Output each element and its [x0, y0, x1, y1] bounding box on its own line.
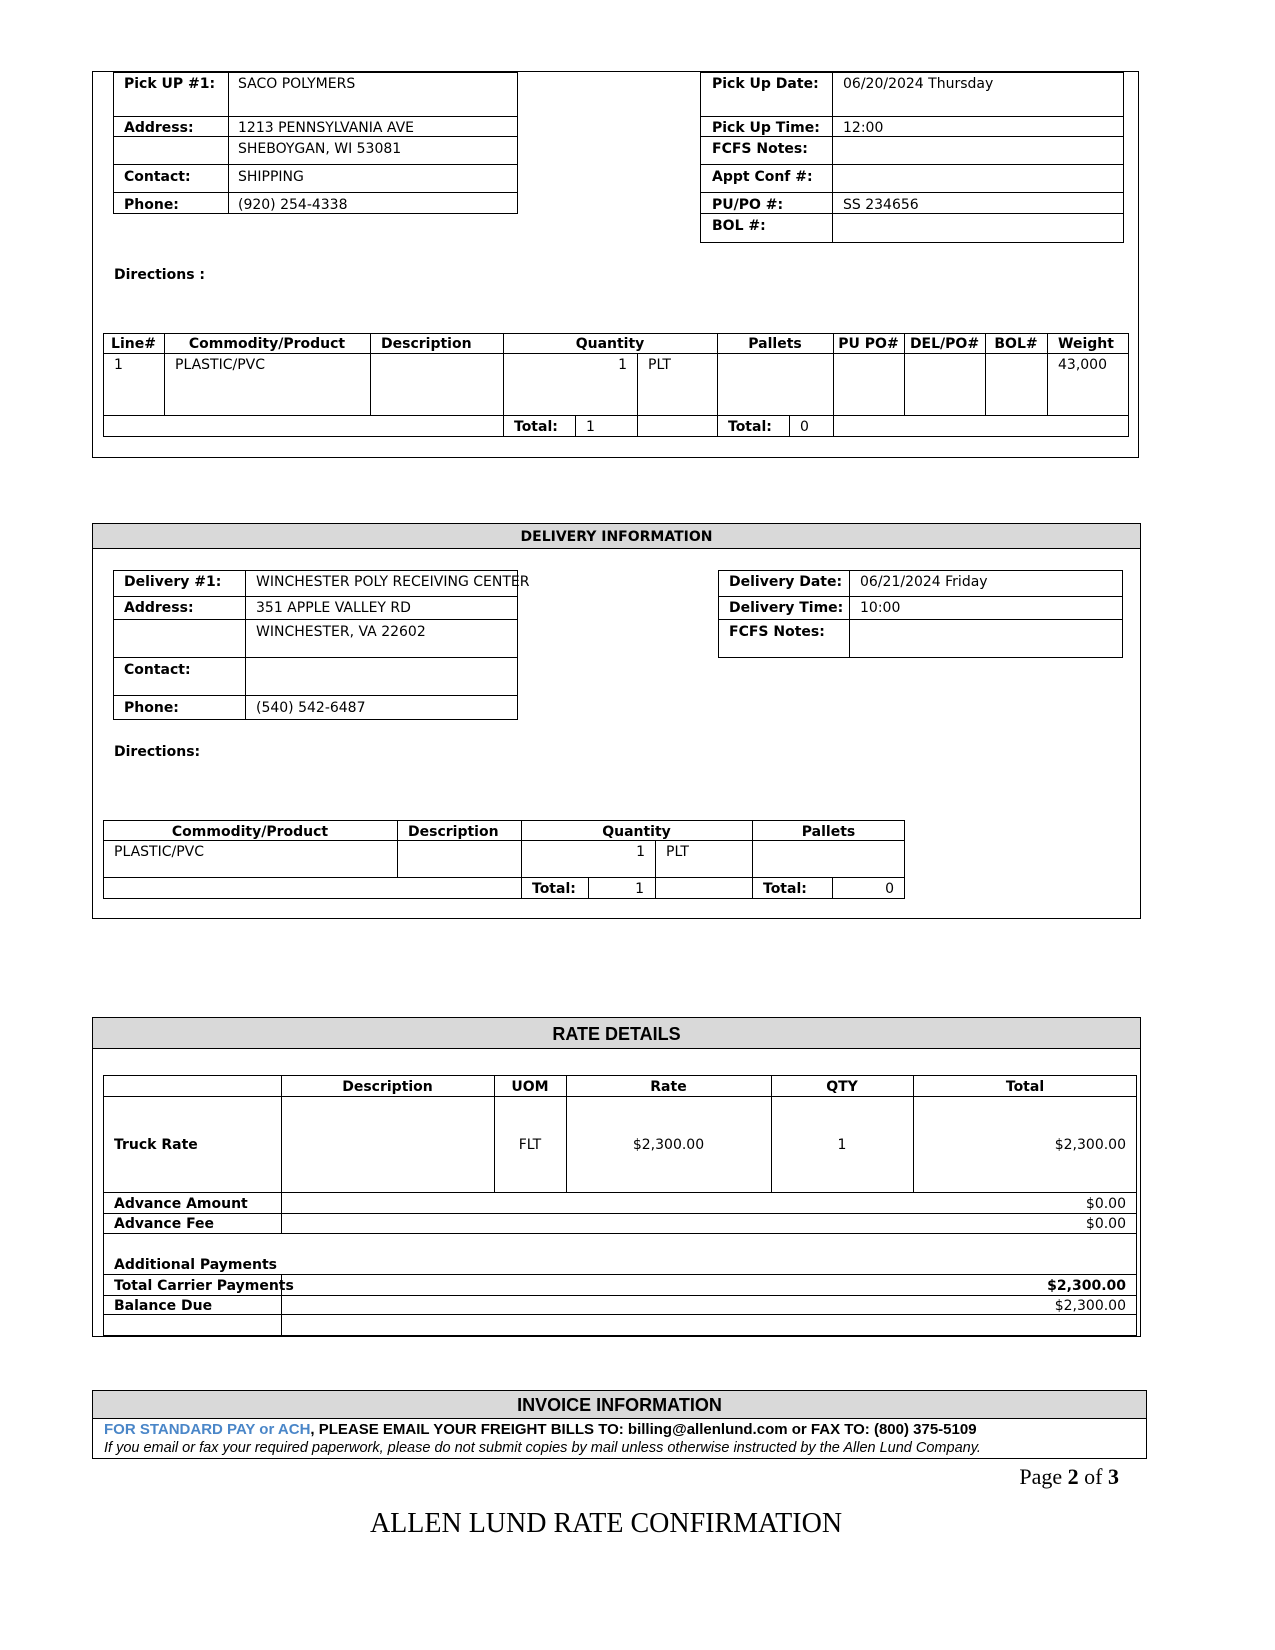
invoice-email-fax: , PLEASE EMAIL YOUR FREIGHT BILLS TO: billing@allenlund.com or FAX TO: (800) 375-5109	[310, 1421, 977, 1438]
additional-payments-label: Additional Payments	[114, 1257, 277, 1273]
pickup-date: 06/20/2024 Thursday	[843, 76, 994, 92]
balance-due-value: $2,300.00	[1054, 1298, 1126, 1314]
pickup-date-label: Pick Up Date:	[712, 76, 819, 92]
balance-due-label: Balance Due	[114, 1298, 213, 1314]
truck-rate-label: Truck Rate	[114, 1137, 198, 1153]
document-title: ALLEN LUND RATE CONFIRMATION	[369, 1508, 843, 1539]
truck-rate-uom: FLT	[518, 1137, 542, 1153]
pickup-name: SACO POLYMERS	[238, 76, 356, 92]
pickup-contact-label: Contact:	[124, 169, 191, 185]
delivery-info-table	[113, 570, 518, 720]
pickup-address-line1: 1213 PENNSYLVANIA AVE	[238, 120, 415, 136]
page-total: 3	[1108, 1464, 1119, 1489]
advance-amount-label: Advance Amount	[114, 1196, 248, 1212]
invoice-section-title: INVOICE INFORMATION	[517, 1395, 722, 1415]
pickup-qty-total-label: Total:	[514, 419, 558, 435]
page-of: of	[1078, 1464, 1108, 1489]
pickup-row-qty: 1	[618, 357, 627, 373]
delivery-pallet-total-label: Total:	[763, 881, 807, 897]
pickup-directions-label: Directions :	[114, 267, 205, 283]
pickup-name-label: Pick UP #1:	[124, 76, 216, 92]
delivery-date-label: Delivery Date:	[729, 574, 843, 590]
delivery-phone: (540) 542-6487	[256, 700, 366, 716]
pickup-appt-label: Appt Conf #:	[712, 169, 813, 185]
delivery-qty-total: 1	[635, 881, 644, 897]
delivery-contact-label: Contact:	[124, 662, 191, 678]
pickup-time-label: Pick Up Time:	[712, 120, 820, 136]
pickup-contact: SHIPPING	[238, 169, 304, 185]
advance-amount-value: $0.00	[1085, 1196, 1126, 1212]
delivery-time: 10:00	[860, 600, 901, 616]
invoice-pay-method: FOR STANDARD PAY or ACH	[104, 1421, 311, 1438]
invoice-instruction-line	[104, 1421, 977, 1439]
advance-fee-label: Advance Fee	[114, 1216, 215, 1232]
pickup-th-description: Description	[381, 336, 472, 352]
pickup-phone-label: Phone:	[124, 197, 179, 213]
pickup-row-commodity: PLASTIC/PVC	[175, 357, 265, 373]
delivery-th-description: Description	[408, 824, 499, 840]
delivery-directions-label: Directions:	[114, 744, 201, 760]
pickup-po-label: PU/PO #:	[712, 197, 784, 213]
delivery-address-label: Address:	[124, 600, 194, 616]
pickup-bol-label: BOL #:	[712, 218, 766, 234]
delivery-th-pallets: Pallets	[801, 824, 856, 840]
pickup-row-line: 1	[114, 357, 123, 373]
rate-th-total: Total	[1005, 1079, 1045, 1095]
delivery-fcfs-label: FCFS Notes:	[729, 624, 825, 640]
rate-th-rate: Rate	[650, 1079, 687, 1095]
pickup-th-weight: Weight	[1058, 336, 1114, 352]
rate-th-uom: UOM	[511, 1079, 549, 1095]
rate-th-qty: QTY	[826, 1079, 858, 1095]
pickup-address-label: Address:	[124, 120, 194, 136]
truck-rate-qty: 1	[837, 1137, 847, 1153]
rate-section-title: RATE DETAILS	[552, 1024, 681, 1044]
pickup-row-weight: 43,000	[1058, 357, 1107, 373]
total-carrier-label: Total Carrier Payments	[114, 1278, 294, 1294]
page-number	[900, 1464, 1119, 1490]
page-current: 2	[1067, 1464, 1079, 1489]
pickup-row-unit: PLT	[648, 357, 671, 373]
pickup-th-commodity: Commodity/Product	[188, 336, 346, 352]
pickup-time: 12:00	[843, 120, 884, 136]
delivery-th-quantity: Quantity	[602, 824, 671, 840]
pickup-pallet-total: 0	[800, 419, 809, 435]
pickup-th-pupo: PU PO#	[838, 336, 899, 352]
delivery-pallet-total: 0	[885, 881, 894, 897]
delivery-name: WINCHESTER POLY RECEIVING CENTER	[256, 574, 530, 590]
delivery-phone-label: Phone:	[124, 700, 179, 716]
pickup-th-delpo: DEL/PO#	[909, 336, 980, 352]
invoice-note: If you email or fax your required paperwork, please do not submit copies by mail unless otherwise instructed by the Allen Lund Company.	[104, 1440, 981, 1456]
pickup-th-quantity: Quantity	[575, 336, 645, 352]
delivery-address-line2: WINCHESTER, VA 22602	[256, 624, 426, 640]
pickup-address-line2: SHEBOYGAN, WI 53081	[238, 141, 402, 157]
pickup-phone: (920) 254-4338	[238, 197, 348, 213]
delivery-row-qty: 1	[636, 844, 645, 860]
pickup-fcfs-label: FCFS Notes:	[712, 141, 808, 157]
truck-rate-rate: $2,300.00	[632, 1137, 705, 1153]
delivery-th-commodity: Commodity/Product	[171, 824, 329, 840]
delivery-time-label: Delivery Time:	[729, 600, 844, 616]
truck-rate-total: $2,300.00	[1054, 1137, 1126, 1153]
delivery-row-commodity: PLASTIC/PVC	[114, 844, 204, 860]
pickup-qty-total: 1	[586, 419, 595, 435]
delivery-name-label: Delivery #1:	[124, 574, 222, 590]
advance-fee-value: $0.00	[1085, 1216, 1126, 1232]
delivery-address-line1: 351 APPLE VALLEY RD	[256, 600, 411, 616]
delivery-row-unit: PLT	[666, 844, 689, 860]
page-prefix: Page	[1019, 1464, 1068, 1489]
delivery-section-title: DELIVERY INFORMATION	[520, 529, 713, 545]
pickup-th-pallets: Pallets	[748, 336, 802, 352]
delivery-date: 06/21/2024 Friday	[860, 574, 988, 590]
pickup-pallet-total-label: Total:	[728, 419, 772, 435]
total-carrier-value: $2,300.00	[1047, 1278, 1126, 1294]
delivery-qty-total-label: Total:	[532, 881, 576, 897]
pickup-po: SS 234656	[843, 197, 919, 213]
pickup-th-bol: BOL#	[994, 336, 1038, 352]
rate-th-description: Description	[342, 1079, 433, 1095]
pickup-th-line: Line#	[111, 336, 156, 352]
